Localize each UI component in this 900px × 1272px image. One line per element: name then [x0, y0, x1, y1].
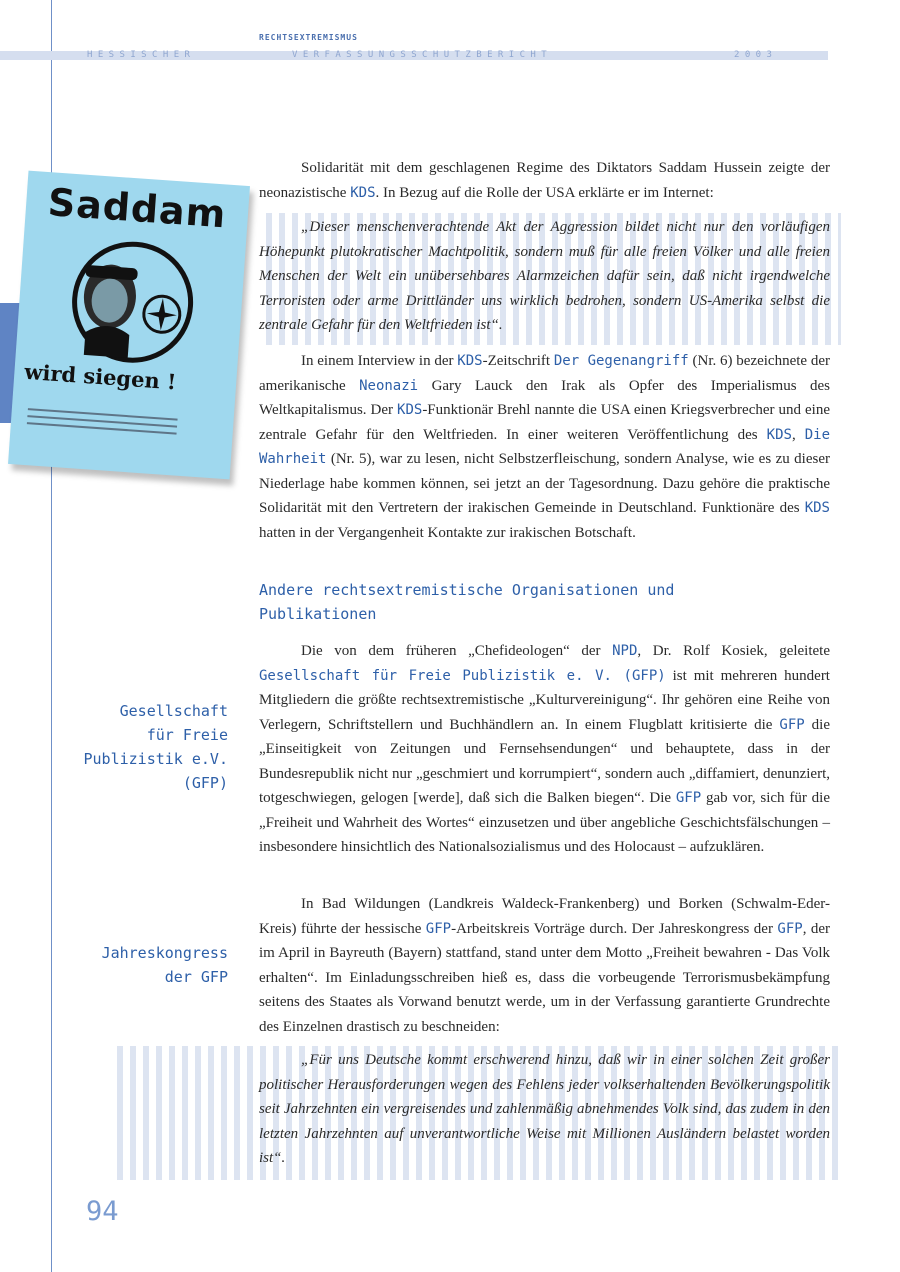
gfp-keyword: GFP [779, 716, 805, 733]
quote-1: „Dieser menschenverachtende Akt der Aggression bildet nicht nur den vorläufigen Höhepunkt plutokratischer Machtpolitik, sondern muß für alle freien Völker und alle freien Menschen der Welt ein unübersehbares Alarmzeichen dafür sein, daß nicht irgendwelche Terroristen oder arme Drittländer uns wirklich bedrohen, sondern US-Amerika selbst die zentrale Gefahr für den Weltfrieden ist“. [259, 213, 841, 345]
paragraph-1: Solidarität mit dem geschlagenen Regime des Diktators Saddam Hussein zeigte der neonazistische KDS. In Bezug auf die Rolle der USA erklärte er im Internet: [259, 160, 830, 201]
paragraph-4: In Bad Wildungen (Landkreis Waldeck-Frankenberg) und Borken (Schwalm-Eder-Kreis) führte der hessische GFP-Arbeitskreis Vorträge durch. Der Jahreskongress der GFP, der im April in Bayreuth (Bayern) stattfand, stand unter dem Motto „Freiheit bewahren - Das Volk erhalten“. Im Einladungsschreiben hieß es, dass die vorbeugende Terrorismusbekämpfung seitens des Staates als Vorwand benutzt werde, um in der Verfassung garantierte Grundrechte des Einzelnen drastisch zu beschneiden: [259, 896, 831, 1035]
margin-note-jahreskongress: Jahreskongress der GFP [101, 944, 228, 986]
paragraph-2: In einem Interview in der KDS-Zeitschrift Der Gegenangriff (Nr. 6) bezeichnete der amerikanische Neonazi Gary Lauck den Irak als Opfer des Imperialismus des Weltkapitalismus. Der KDS-Funktionär Brehl nannte die USA einen Kriegsverbrecher und eine zentrale Gefahr für den Weltfrieden. In einer weiteren Veröffentlichung des KDS, Die Wahrheit (Nr. 5), war zu lesen, nicht Selbstzerfleischung, sondern Analyse, wie es zu dieser Niederlage habe kommen können, sei jetzt an der Tagesordnung. Dazu gehöre die praktische Solidarität mit den Vertretern der irakischen Gemeinde in Deutschland. Funktionäre des KDS hatten in der Vergangenheit Kontakte zur irakischen Botschaft. [259, 353, 831, 541]
section-heading: Andere rechtsextremistische Organisationen und Publikationen [259, 581, 675, 623]
kds-keyword: KDS [457, 353, 483, 369]
header-band [0, 51, 828, 60]
kds-keyword: KDS [397, 402, 423, 418]
gfp-keyword: GFP [425, 920, 452, 937]
gfp-keyword: GFP [675, 790, 702, 806]
kds-keyword: KDS [804, 500, 830, 516]
poster-emblem-illustration [43, 234, 221, 371]
gfp-keyword: GFP [777, 920, 803, 937]
paragraph-3: Die von dem früheren „Chefideologen“ der NPD, Dr. Rolf Kosiek, geleitete Gesellschaft für Freie Publizistik e. V. (GFP) ist mit mehreren hundert Mitgliedern die größte rechtsextremistische „Kulturvereinigung“. Ihr gehören eine Reihe von Verlegern, Schriftstellern und Buchhändlern an. In einem Flugblatt kritisierte die GFP die „Einseitigkeit von Zeitungen und Fernsehsendungen“ und behauptete, dass in der Bundesrepublik nicht nur „geschmiert und korrumpiert“, sondern auch „diffamiert, denunziert, totgeschwiegen, gelogen [werde], daß sich die Balken biegen“. Die GFP gab vor, sich für die „Freiheit und Wahrheit des Wortes“ einzusetzen und über angebliche Geschichtsfälschungen – insbesondere hinsichtlich des Nationalsozialismus und des Holocaust – aufzuklären. [259, 643, 831, 855]
wahrheit-title: Die Wahrheit [259, 426, 831, 467]
page-number: 94 [86, 1196, 119, 1227]
poster-slogan: wird siegen ! [23, 358, 178, 395]
gegenangriff-title: Der Gegenangriff [553, 353, 689, 369]
section-label: RECHTSEXTREMISMUS [259, 33, 358, 42]
gfp-full-name: Gesellschaft für Freie Publizistik e. V. (GFP) [259, 667, 666, 684]
neonazi-keyword: Neonazi [359, 377, 419, 394]
kds-keyword: KDS [350, 184, 376, 201]
npd-keyword: NPD [612, 643, 638, 659]
quote-2: „Für uns Deutsche kommt erschwerend hinzu, daß wir in einer solchen Zeit großer politischer Herausforderungen wegen des Fehlens jeder volkserhaltenden Bevölkerungspolitik seit Jahrzehnten ein vergreisendes und zahlenmäßig abnehmendes Volk sind, das zudem in den letzten Jahrzehnten auf unverantwortliche Weise mit Millionen Ausländern belastet worden ist“. [110, 1046, 841, 1180]
poster-small-print [26, 403, 178, 443]
saddam-poster-image [8, 171, 250, 480]
kds-keyword: KDS [766, 426, 792, 443]
header-band-word: 2 0 0 3 [734, 50, 772, 60]
header-band-word: V E R F A S S U N G S S C H U T Z B E R I C H T [292, 50, 547, 60]
poster-title: Saddam [46, 180, 228, 237]
header-band-word: H E S S I S C H E R [87, 50, 190, 60]
margin-note-gfp: Gesellschaft für Freie Publizistik e.V. (GFP) [83, 702, 228, 792]
